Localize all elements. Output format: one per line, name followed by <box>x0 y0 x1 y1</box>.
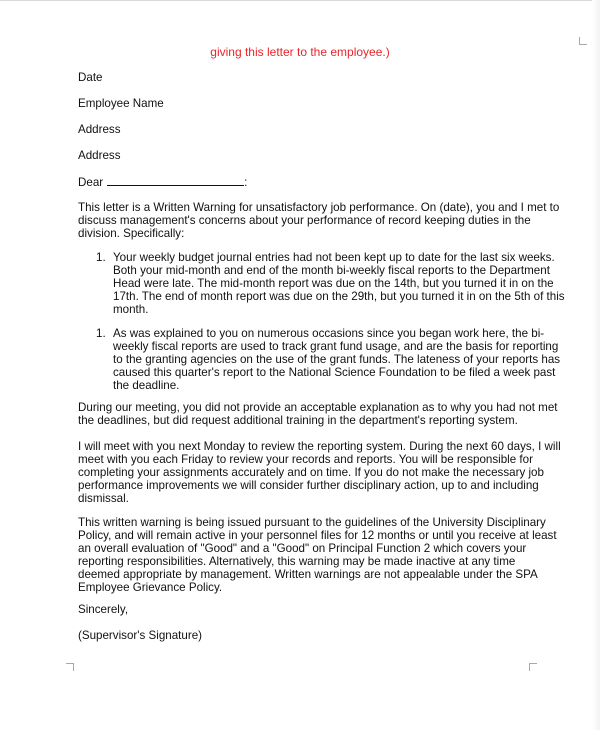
employee-name-field: Employee Name <box>78 97 164 110</box>
review-paragraph <box>78 440 561 505</box>
paragraph-line: This letter is a Written Warning for unsatisfactory job performance. On (date), you and I met to <box>78 201 560 214</box>
list-line: the deadline. <box>113 379 180 392</box>
paragraph-line: This written warning is being issued pursuant to the guidelines of the University Disciplinary <box>78 516 546 529</box>
page-top-edge <box>0 0 600 1</box>
list-number: 1. <box>96 327 106 340</box>
salutation-prefix: Dear <box>78 176 104 189</box>
meeting-paragraph <box>78 401 558 427</box>
salutation-suffix: : <box>244 176 248 189</box>
paragraph-line: Policy, and will remain active in your personnel files for 12 months or until you receive at least <box>78 529 557 542</box>
address-field-2: Address <box>78 149 121 162</box>
paragraph-line: performance improvements we will consider further disciplinary action, up to and including <box>78 479 539 492</box>
paragraph-line: Employee Grievance Policy. <box>78 581 223 594</box>
list-number: 1. <box>96 251 106 264</box>
margin-corner-mark-bottom-right <box>529 663 537 671</box>
margin-corner-mark-top-right <box>579 37 587 45</box>
list-item-text <box>113 251 565 316</box>
list-line: Your weekly budget journal entries had not been kept up to date for the last six weeks. <box>113 251 555 264</box>
policy-paragraph <box>78 516 557 594</box>
paragraph-line: deemed appropriate by management. Written warnings are not appealable under the SPA <box>78 568 538 581</box>
list-line: Head were late. The mid-month report was due on the 14th, but you turned it in on the <box>113 277 554 290</box>
paragraph-line: discuss management's concerns about your performance of record keeping duties in the <box>78 214 531 227</box>
header-instruction-note: giving this letter to the employee.) <box>210 45 390 59</box>
closing: Sincerely, <box>78 603 129 616</box>
paragraph-line: completing your assignments accurately and on time. If you do not make the necessary job <box>78 466 544 479</box>
list-line: As was explained to you on numerous occasions since you began work here, the bi- <box>113 327 545 340</box>
margin-corner-mark-bottom-left <box>66 663 74 671</box>
list-line: Both your mid-month and end of the month bi-weekly fiscal reports to the Department <box>113 264 550 277</box>
paragraph-line: reporting responsibilities. Alternatively, this warning may be made inactive at any time <box>78 555 516 568</box>
salutation <box>78 175 247 189</box>
list-line: weekly fiscal reports are used to track grant fund usage, and are the basis for reporting <box>113 340 559 353</box>
paragraph-line: the deadlines, but did request additional training in the department's reporting system. <box>78 414 518 427</box>
list-line: caused this quarter's report to the National Science Foundation to be filed a week past <box>113 366 556 379</box>
date-field: Date <box>78 71 103 84</box>
paragraph-line: division. Specifically: <box>78 227 185 240</box>
signature-placeholder: (Supervisor's Signature) <box>78 629 202 642</box>
recipient-blank-line <box>107 175 244 186</box>
paragraph-line: an overall evaluation of "Good" and a "Good" on Principal Function 2 which covers your <box>78 542 527 555</box>
address-field-1: Address <box>78 123 121 136</box>
page-right-edge <box>592 0 600 730</box>
paragraph-line: During our meeting, you did not provide an acceptable explanation as to why you had not met <box>78 401 558 414</box>
paragraph-line: dismissal. <box>78 492 129 505</box>
intro-paragraph <box>78 201 560 240</box>
list-line: to the granting agencies on the use of the grant funds. The lateness of your reports has <box>113 353 561 366</box>
paragraph-line: meet with you each Friday to review your records and reports. You will be responsible for <box>78 453 533 466</box>
paragraph-line: I will meet with you next Monday to review the reporting system. During the next 60 days, I will <box>78 440 561 453</box>
list-line: 17th. The end of month report was due on the 29th, but you turned it in on the 5th of this <box>113 290 565 303</box>
list-line: month. <box>113 303 149 316</box>
list-item-text <box>113 327 561 392</box>
